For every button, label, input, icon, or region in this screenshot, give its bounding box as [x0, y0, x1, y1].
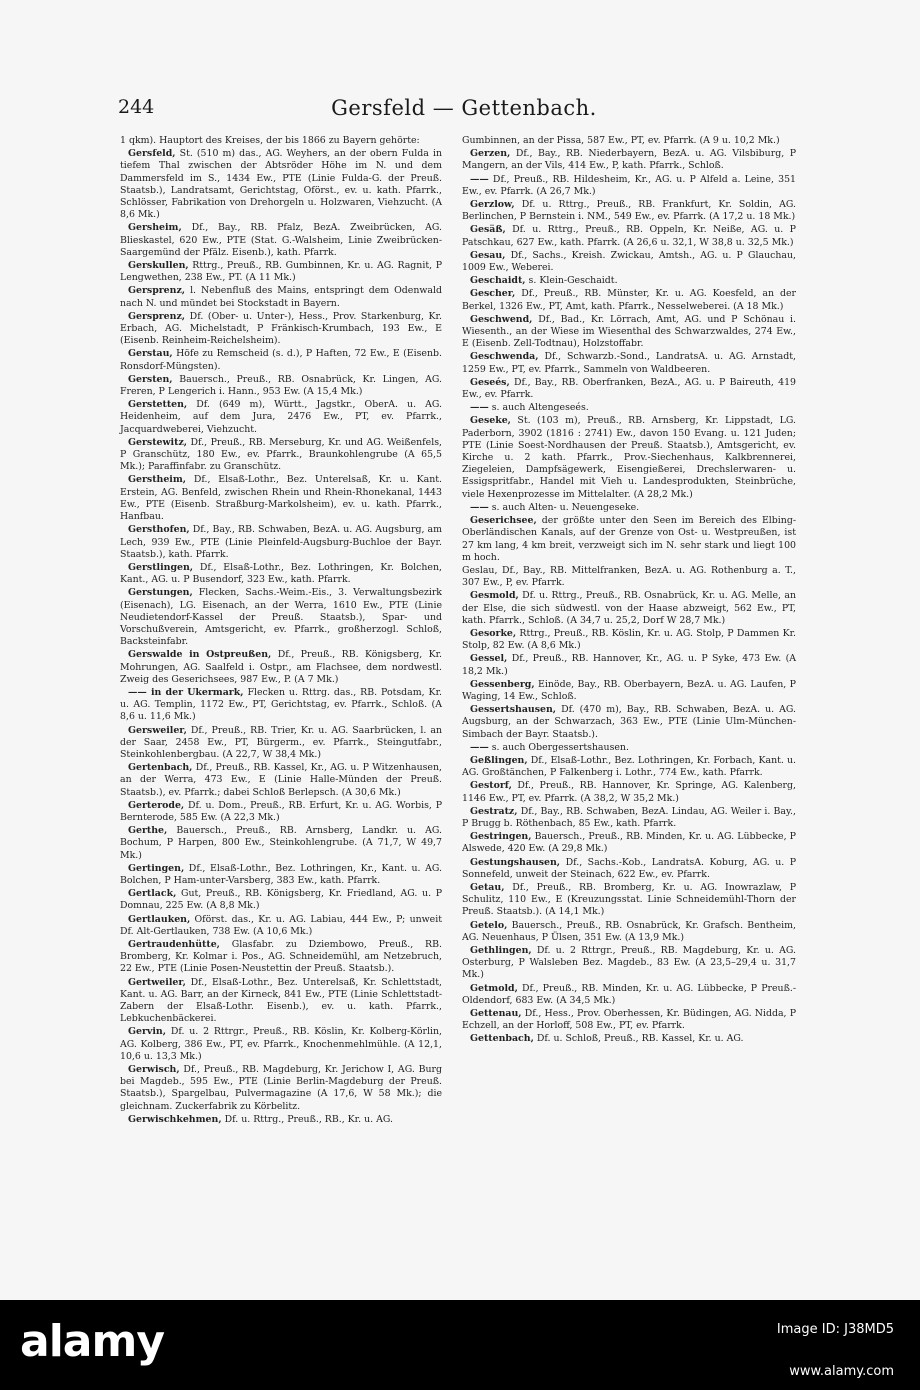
- entry-headword: Geschwend,: [470, 313, 533, 325]
- dictionary-entry: [462, 1008, 796, 1032]
- entry-text: Df., Bay., RB. Schwaben, BezA. u. AG. Augsburg, am Lech, 939 Ew., PTE (Linie Pleinfeld-Augsburg-Buchloe der Bayr. Staatsb.), kath. Pfarrk.: [120, 524, 442, 560]
- dictionary-entry: [462, 199, 796, 223]
- dictionary-entry: [462, 314, 796, 351]
- dictionary-entry: [462, 857, 796, 881]
- entry-headword: Gerstungen,: [128, 587, 193, 599]
- entry-text: Gumbinnen, an der Pissa, 587 Ew., PT, ev. Pfarrk. (A 9 u. 10,2 Mk.): [462, 135, 780, 146]
- entry-headword: Gerswalde in Ostpreußen,: [128, 649, 272, 661]
- entry-text: Df. u. 2 Rttrgr., Preuß., RB. Köslin, Kr. Kolberg-Körlin, AG. Kolberg, 386 Ew., PT, ev. Pfarrk., Knochenmehlmühle. (A 12,1, 10,6 u. 13,3 Mk.): [120, 1026, 443, 1062]
- dictionary-entry: [120, 135, 442, 147]
- entry-text: Df., Hess., Prov. Oberhessen, Kr. Büdingen, AG. Nidda, P Echzell, an der Horloff, 508 Ew., PT, ev. Pfarrk.: [462, 1008, 797, 1032]
- entry-text: Df. (470 m), Bay., RB. Schwaben, BezA. u. AG. Augsburg, an der Schwarzach, 363 Ew., PTE (Linie Ulm-München-Simbach der Bayr. Staatsb.).: [462, 704, 796, 740]
- entry-text: Df. u. Rttrg., Preuß., RB. Osnabrück, Kr. u. AG. Melle, an der Else, die sich südwestl. von der Haase abzweigt, 562 Ew., PT, kath. Pfarrk., Schloß. (A 34,7 u. 25,2, Dorf W 28,7 Mk.): [462, 590, 796, 626]
- dictionary-entry: [462, 628, 796, 652]
- entry-headword: Getmold,: [470, 982, 518, 994]
- entry-headword: —— in der Ukermark,: [128, 686, 244, 698]
- entry-text: Df. u. Rttrg., Preuß., RB. Oppeln, Kr. Neiße, AG. u. P Patschkau, 627 Ew., kath. Pfarrk. (A 26,6 u. 32,1, W 38,8 u. 32,5 Mk.): [462, 224, 796, 248]
- dictionary-entry: [462, 653, 796, 677]
- entry-text: Bauersch., Preuß., RB. Osnabrück, Kr. Lingen, AG. Freren, P Lengerich i. Hann., 953 Ew. (A 15,4 Mk.): [120, 373, 442, 398]
- entry-text: Flecken u. Rttrg. das., RB. Potsdam, Kr. u. AG. Templin, 1172 Ew., PT, Gerichtstag, ev. Pfarrk., Schloß. (A 8,6 u. 11,6 Mk.): [120, 686, 442, 723]
- entry-text: Df., Preuß., RB. Hannover, Kr., AG. u. P Syke, 473 Ew. (A 18,2 Mk.): [462, 653, 797, 677]
- dictionary-entry: [120, 800, 442, 824]
- entry-text: Rttrg., Preuß., RB. Köslin, Kr. u. AG. Stolp, P Dammen Kr. Stolp, 82 Ew. (A 8,6 Mk.): [462, 627, 797, 652]
- alamy-logo: alamy: [20, 1316, 164, 1367]
- entry-text: Df., Preuß., RB. Minden, Kr. u. AG. Lübbecke, P Preuß.-Oldendorf, 683 Ew. (A 34,5 Mk.): [462, 982, 796, 1006]
- entry-text: Df., Preuß., RB. Hannover, Kr. Springe, AG. Kalenberg, 1146 Ew., PT, ev. Pfarrk. (A 38,2, W 35,2 Mk.): [462, 780, 796, 804]
- entry-headword: Gesmold,: [470, 590, 519, 602]
- dictionary-entry: [462, 590, 796, 627]
- entry-headword: Gersthofen,: [128, 524, 190, 536]
- entry-text: s. auch Altengeseés.: [491, 402, 589, 414]
- dictionary-entry: [120, 825, 442, 862]
- entry-text: Df., Sachs., Kreish. Zwickau, Amtsh., AG. u. P Glauchau, 1009 Ew., Weberei.: [462, 249, 797, 274]
- dictionary-entry: [462, 755, 796, 779]
- dictionary-entry: [120, 437, 442, 474]
- entry-headword: Gerwischkehmen,: [128, 1113, 222, 1125]
- entry-text: Df., Bay., RB. Oberfranken, BezA., AG. u. P Baireuth, 419 Ew., ev. Pfarrk.: [462, 376, 797, 401]
- entry-headword: Gertlack,: [128, 888, 177, 900]
- entry-text: Df., Elsaß-Lothr., Bez. Unterelsaß, Kr. u. Kant. Erstein, AG. Benfeld, zwischen Rhein und Rhein-Rhonekanal, 1443 Ew., PTE (Eisenb. Straßburg-Markolsheim), ev. u. kath. Pfarrk., Hanfbau.: [120, 474, 442, 523]
- entry-text: Df., Preuß., RB. Hildesheim, Kr., AG. u. P Alfeld a. Leine, 351 Ew., ev. Pfarrk. (A 26,7 Mk.): [462, 173, 797, 197]
- dictionary-entry: [120, 474, 442, 523]
- entry-headword: Gerwisch,: [128, 1064, 180, 1076]
- dictionary-entry: [462, 377, 796, 401]
- entry-text: Df. u. 2 Rttrgr., Preuß., RB. Magdeburg, Kr. u. AG. Osterburg, P Walsleben Bez. Magdeb., 83 Ew. (A 23,5–29,4 u. 31,7 Mk.): [462, 945, 797, 981]
- entry-headword: Gesau,: [470, 249, 506, 261]
- entry-text: Df., Preuß., RB. Münster, Kr. u. AG. Koesfeld, an der Berkel, 1326 Ew., PT, Amt, kath. Pfarrk., Nesselweberei. (A 18 Mk.): [462, 288, 796, 312]
- entry-headword: Gerstlingen,: [128, 561, 194, 573]
- entry-headword: Geserichsee,: [470, 515, 537, 527]
- entry-headword: Gescher,: [470, 288, 516, 300]
- entry-headword: Gestungshausen,: [470, 856, 561, 868]
- dictionary-entry: [462, 565, 796, 589]
- entry-headword: Gethlingen,: [470, 945, 532, 956]
- dictionary-entry: [120, 374, 442, 398]
- dictionary-entry: [120, 725, 442, 762]
- dictionary-entry: [462, 780, 796, 804]
- entry-headword: Gerzlow,: [470, 199, 515, 211]
- dictionary-entry: [120, 687, 442, 724]
- entry-headword: Gessertshausen,: [470, 704, 557, 716]
- entry-headword: Geseés,: [470, 376, 510, 388]
- entry-text: Df. u. Rttrg., Preuß., RB., Kr. u. AG.: [224, 1113, 393, 1125]
- dictionary-entry: [462, 515, 796, 564]
- dictionary-entry: [120, 1026, 442, 1063]
- watermark-footer: [0, 1300, 920, 1390]
- page-header: [118, 96, 810, 130]
- entry-headword: Gesäß,: [470, 224, 506, 236]
- entry-headword: Gersprenz,: [128, 285, 186, 297]
- dictionary-entry: [462, 1033, 796, 1045]
- entry-text: 1 qkm). Hauptort des Kreises, der bis 1866 zu Bayern gehörte:: [120, 135, 420, 146]
- entry-headword: ——: [470, 173, 489, 185]
- entry-text: Bauersch., Preuß., RB. Osnabrück, Kr. Grafsch. Bentheim, AG. Neuenhaus, P Ülsen, 351 Ew. (A 13,9 Mk.): [462, 919, 796, 943]
- dictionary-entry: [120, 587, 442, 648]
- entry-headword: Getelo,: [470, 919, 508, 931]
- entry-headword: Gestorf,: [470, 780, 512, 792]
- entry-text: Df., Schwarzb.-Sond., LandratsA. u. AG. Arnstadt, 1259 Ew., PT, ev. Pfarrk., Sammeln von Waldbeeren.: [462, 351, 796, 375]
- entry-text: Df. u. Schloß, Preuß., RB. Kassel, Kr. u. AG.: [536, 1033, 744, 1045]
- entry-headword: Gertraudenhütte,: [128, 939, 220, 950]
- entry-text: Df. (Ober- u. Unter-), Hess., Prov. Starkenburg, Kr. Erbach, AG. Michelstadt, P Fränkisch-Krumbach, 193 Ew., E (Eisenb. Reinheim-Reichelsheim).: [120, 310, 442, 347]
- running-head: Gersfeld — Gettenbach.: [331, 96, 597, 120]
- entry-text: Bauersch., Preuß., RB. Minden, Kr. u. AG. Lübbecke, P Alswede, 420 Ew. (A 29,8 Mk.): [462, 831, 796, 855]
- entry-headword: Gersheim,: [128, 222, 182, 234]
- dictionary-entry: [462, 704, 796, 741]
- entry-text: Df., Preuß., RB. Kassel, Kr., AG. u. P Witzenhausen, an der Werra, 473 Ew., E (Linie Halle-Münden der Preuß. Staatsb.), ev. Pfarrk.; dabei Schloß Berlepsch. (A 30,6 Mk.): [120, 762, 442, 798]
- entry-headword: Gettenbach,: [470, 1033, 534, 1045]
- entry-headword: Gerterode,: [128, 799, 185, 811]
- dictionary-entry: [120, 562, 442, 586]
- entry-text: Df., Preuß., RB. Bromberg, Kr. u. AG. Inowrazlaw, P Schulitz, 110 Ew., E (Kreuzungsstat. Linie Schneidemühl-Thorn der Preuß. Staatsb.). (A 14,1 Mk.): [462, 881, 796, 918]
- entry-headword: Gessel,: [470, 653, 508, 665]
- entry-headword: Gertingen,: [128, 862, 185, 874]
- entry-headword: Gessenberg,: [470, 678, 535, 690]
- entry-headword: ——: [470, 402, 489, 414]
- dictionary-entry: [462, 135, 796, 147]
- left-column: [120, 135, 442, 1127]
- dictionary-entry: [120, 914, 442, 938]
- dictionary-entry: [120, 148, 442, 221]
- entry-text: Oförst. das., Kr. u. AG. Labiau, 444 Ew., P; unweit Df. Alt-Gertlauken, 738 Ew. (A 10,6 Mk.): [120, 913, 442, 937]
- entry-text: Df., Elsaß-Lothr., Bez. Lothringen, Kr. Bolchen, Kant., AG. u. P Busendorf, 323 Ew., kath. Pfarrk.: [120, 561, 442, 586]
- entry-text: Df., Bad., Kr. Lörrach, Amt, AG. und P Schönau i. Wiesenth., an der Wiese im Wiesenthal des Schwarzwaldes, 274 Ew., E (Eisenb. Zell-Todtnau), Holzstoffabr.: [462, 313, 797, 350]
- dictionary-entry: [462, 945, 796, 982]
- dictionary-entry: [120, 311, 442, 348]
- dictionary-entry: [462, 679, 796, 703]
- entry-text: Df., Preuß., RB. Königsberg, Kr. Mohrungen, AG. Saalfeld i. Ostpr., am Flachsee, dem nordwestl. Zweig des Geserichsees, 987 Ew., P. (A 7 Mk.): [120, 649, 443, 685]
- entry-headword: Gersweiler,: [128, 724, 187, 736]
- entry-headword: Gerthe,: [128, 825, 168, 837]
- entry-headword: Getau,: [470, 881, 505, 893]
- dictionary-entry: [462, 920, 796, 944]
- entry-text: Bauersch., Preuß., RB. Arnsberg, Landkr. u. AG. Bochum, P Harpen, 800 Ew., Steinkohlengrube. (A 71,7, W 49,7 Mk.): [120, 825, 443, 861]
- entry-headword: Geschwenda,: [470, 351, 539, 363]
- entry-text: Rttrg., Preuß., RB. Gumbinnen, Kr. u. AG. Ragnit, P Lengwethen, 238 Ew., PT. (A 11 Mk.): [120, 260, 442, 284]
- entry-headword: Geßlingen,: [470, 754, 528, 766]
- dictionary-entry: [120, 285, 442, 309]
- entry-text: Einöde, Bay., RB. Oberbayern, BezA. u. AG. Laufen, P Waging, 14 Ew., Schloß.: [462, 678, 796, 702]
- entry-text: Df., Preuß., RB. Trier, Kr. u. AG. Saarbrücken, l. an der Saar, 2458 Ew., PT, Bürgerm., ev. Pfarrk., Steingutfabr., Steinkohlenbergbau. (A 22,7, W 38,4 Mk.): [120, 724, 443, 760]
- entry-text: Df. (649 m), Württ., Jagstkr., OberA. u. AG. Heidenheim, auf dem Jura, 2476 Ew., PT, ev. Pfarrk., Jacquardweberei, Viehzucht.: [120, 399, 443, 435]
- dictionary-entry: [120, 762, 442, 799]
- dictionary-entry: [462, 250, 796, 274]
- entry-headword: Gertenbach,: [128, 762, 193, 774]
- entry-text: Df., Sachs.-Kob., LandratsA. Koburg, AG. u. P Sonnefeld, unweit der Steinach, 622 Ew., ev. Pfarrk.: [462, 856, 796, 880]
- entry-text: Glasfabr. zu Dziembowo, Preuß., RB. Bromberg, Kr. Kolmar i. Pos., AG. Schneidemühl, am Netzebruch, 22 Ew., PTE (Linie Posen-Neustettin der Preuß. Staatsb.).: [120, 939, 442, 975]
- dictionary-entry: [120, 222, 442, 259]
- dictionary-entry: [462, 174, 796, 198]
- entry-headword: Gersprenz,: [128, 310, 186, 322]
- entry-text: Geslau, Df., Bay., RB. Mittelfranken, BezA. u. AG. Rothenburg a. T., 307 Ew., P, ev. Pfarrk.: [462, 564, 796, 589]
- site-url: www.alamy.com: [789, 1364, 894, 1379]
- entry-text: St. (103 m), Preuß., RB. Arnsberg, Kr. Lippstadt, LG. Paderborn, 3902 (1816 : 2741) Ew., davon 150 Evang. u. 121 Juden; PTE (Linie Soest-Nordhausen der Preuß. Staatsb.), Amtsgericht, ev. Kirche u. 2 kath. Pfarrk., Prov.-Siechenhaus, Kalkbrennerei, Ziegeleien, Dampfsägewerk, Eisengießerei, Drechslerwaren- u. Essigspritfabr., Handel mit Vieh u. Landesprodukten, Steinbrüche, viele Hexenprozesse im Mittelalter. (A 28,2 Mk.): [462, 415, 796, 500]
- dictionary-entry: [462, 831, 796, 855]
- entry-text: Df., Bay., RB. Schwaben, BezA. Lindau, AG. Weiler i. Bay., P Brugg b. Röthenbach, 85 Ew., kath. Pfarrk.: [462, 805, 797, 829]
- dictionary-entry: [462, 402, 796, 414]
- entry-headword: Gerzen,: [470, 148, 511, 160]
- dictionary-entry: [462, 502, 796, 514]
- dictionary-entry: [462, 983, 796, 1007]
- entry-text: Df., Elsaß-Lothr., Bez. Lothringen, Kr., Kant. u. AG. Bolchen, P Ham-unter-Varsberg, 383 Ew., kath. Pfarrk.: [120, 862, 443, 886]
- dictionary-entry: [120, 524, 442, 561]
- entry-headword: Gerstheim,: [128, 474, 187, 486]
- entry-headword: Gervin,: [128, 1026, 166, 1038]
- dictionary-entry: [120, 1114, 442, 1126]
- entry-headword: Gerstewitz,: [128, 436, 188, 448]
- dictionary-entry: [462, 742, 796, 754]
- dictionary-entry: [120, 977, 442, 1026]
- entry-headword: Gestratz,: [470, 805, 518, 817]
- image-id: Image ID: J38MD5: [776, 1322, 894, 1337]
- dictionary-entry: [120, 1064, 442, 1113]
- entry-text: Df. u. Dom., Preuß., RB. Erfurt, Kr. u. AG. Worbis, P Bernterode, 585 Ew. (A 22,3 Mk.): [120, 799, 442, 823]
- entry-text: Flecken, Sachs.-Weim.-Eis., 3. Verwaltungsbezirk (Eisenach), LG. Eisenach, an der Werra, 1610 Ew., PTE (Linie Neudietendorf-Kassel der Preuß. Staatsb.), Spar- und Vorschußverein, Amtsgericht, ev. Pfarrk., großherzogl. Schloß, Backsteinfabr.: [120, 587, 442, 648]
- entry-headword: Gersfeld,: [128, 148, 176, 160]
- entry-text: Df., Elsaß-Lothr., Bez. Lothringen, Kr. Forbach, Kant. u. AG. Großtänchen, P Falkenberg i. Lothr., 774 Ew., kath. Pfarrk.: [462, 754, 797, 779]
- dictionary-entry: [120, 649, 442, 686]
- entry-text: s. auch Obergessertshausen.: [491, 741, 629, 753]
- entry-text: l. Nebenfluß des Mains, entspringt dem Odenwald nach N. und mündet bei Stockstadt in Bayern.: [120, 285, 443, 309]
- entry-text: St. (510 m) das., AG. Weyhers, an der obern Fulda in tiefem Thal zwischen der Abtsröder Höhe im N. und dem Dammersfeld im S., 1434 Ew., PTE (Linie Fulda-G. der Preuß. Staatsb.), Landratsamt, Gerichtstag, Oförst., ev. u. kath. Pfarrk., Schlösser, Fabrikation von Drehorgeln u. Holzwaren, Viehzucht. (A 8,6 Mk.): [120, 148, 442, 221]
- entry-text: der größte unter den Seen im Bereich des Elbing-Oberländischen Kanals, auf der Grenze von Ost- u. Westpreußen, ist 27 km lang, 4 km breit, verzweigt sich im N. sehr stark und liegt 100 m hoch.: [462, 515, 796, 563]
- entry-text: Höfe zu Remscheid (s. d.), P Haften, 72 Ew., E (Eisenb. Ronsdorf-Müngsten).: [120, 348, 442, 372]
- dictionary-entry: [120, 863, 442, 887]
- entry-headword: ——: [470, 741, 489, 753]
- entry-headword: ——: [470, 501, 489, 513]
- dictionary-entry: [462, 148, 796, 172]
- dictionary-entry: [120, 348, 442, 372]
- dictionary-entry: [462, 806, 796, 830]
- entry-headword: Geschaidt,: [470, 275, 526, 287]
- entry-headword: Gestringen,: [470, 831, 532, 843]
- entry-headword: Geseke,: [470, 415, 511, 427]
- entry-text: Df., Bay., RB. Pfalz, BezA. Zweibrücken, AG. Blieskastel, 620 Ew., PTE (Stat. G.-Walsheim, Linie Zweibrücken-Saargemünd der Pfälz. Eisenb.), kath. Pfarrk.: [120, 222, 443, 258]
- dictionary-entry: [120, 939, 442, 976]
- right-column: [462, 135, 796, 1047]
- entry-headword: Gersten,: [128, 373, 173, 385]
- entry-headword: Gerstetten,: [128, 399, 188, 411]
- entry-text: Df., Bay., RB. Niederbayern, BezA. u. AG. Vilsbiburg, P Mangern, an der Vils, 414 Ew., P, kath. Pfarrk., Schloß.: [462, 148, 797, 172]
- dictionary-entry: [462, 351, 796, 375]
- dictionary-entry: [120, 260, 442, 284]
- entry-headword: Gertweiler,: [128, 976, 186, 988]
- page-number: 244: [118, 96, 155, 118]
- entry-text: s. Klein-Geschaidt.: [528, 275, 618, 287]
- dictionary-entry: [462, 275, 796, 287]
- entry-text: Df. u. Rttrg., Preuß., RB. Frankfurt, Kr. Soldin, AG. Berlinchen, P Bernstein i. NM., 549 Ew., ev. Pfarrk. (A 17,2 u. 18 Mk.): [462, 199, 796, 223]
- dictionary-entry: [120, 399, 442, 436]
- entry-headword: Gesorke,: [470, 627, 517, 639]
- entry-text: Df., Elsaß-Lothr., Bez. Unterelsaß, Kr. Schlettstadt, Kant. u. AG. Barr, an der Kirneck, 841 Ew., PTE (Linie Schlettstadt-Zabern der Elsaß-Lothr. Eisenb.), ev. u. kath. Pfarrk., Lebkuchenbäckerei.: [120, 976, 442, 1025]
- entry-text: Df., Preuß., RB. Magdeburg, Kr. Jerichow I, AG. Burg bei Magdeb., 595 Ew., PTE (Linie Berlin-Magdeburg der Preuß. Staatsb.), Spargelbau, Pulvermagazine (A 17,6, W 58 Mk.); die gleichnam. Zuckerfabrik zu Körbelitz.: [120, 1064, 442, 1112]
- entry-headword: Gerskullen,: [128, 260, 189, 272]
- dictionary-entry: [462, 288, 796, 312]
- dictionary-entry: [462, 882, 796, 919]
- entry-headword: Gettenau,: [470, 1008, 522, 1020]
- entry-headword: Gerstau,: [128, 348, 173, 360]
- entry-headword: Gertlauken,: [128, 913, 191, 925]
- entry-text: Df., Preuß., RB. Merseburg, Kr. und AG. Weißenfels, P Granschütz, 180 Ew., ev. Pfarrk., Braunkohlengrube (A 65,5 Mk.); Paraffinfabr. zu Granschütz.: [120, 436, 442, 473]
- dictionary-entry: [462, 415, 796, 500]
- dictionary-entry: [120, 888, 442, 912]
- dictionary-entry: [462, 224, 796, 248]
- entry-text: Gut, Preuß., RB. Königsberg, Kr. Friedland, AG. u. P Domnau, 225 Ew. (A 8,8 Mk.): [120, 888, 443, 912]
- entry-text: s. auch Alten- u. Neuengeseke.: [491, 501, 640, 513]
